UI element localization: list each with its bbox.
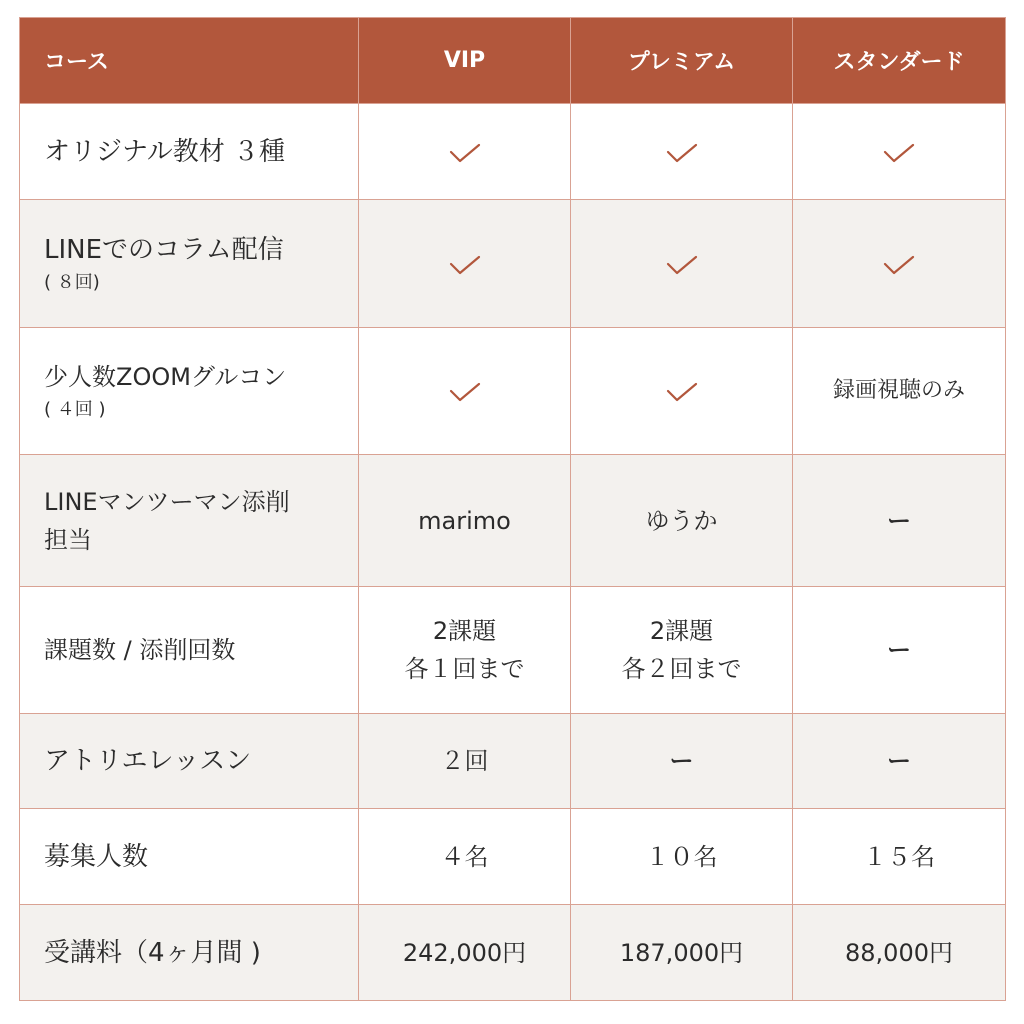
row-label-main: 少人数ZOOMグルコン	[44, 363, 287, 391]
row-assignments	[20, 587, 1006, 714]
check-icon	[665, 141, 699, 165]
row-label: オリジナル教材 ３種	[20, 104, 359, 200]
row-label: 課題数 / 添削回数	[20, 587, 359, 714]
cell-premium	[571, 587, 793, 714]
cell-premium: １０名	[571, 809, 793, 905]
cell-standard	[793, 104, 1006, 200]
check-icon	[665, 253, 699, 277]
row-label-line2: 担当	[44, 525, 92, 554]
check-icon	[448, 253, 482, 277]
row-zoom	[20, 328, 1006, 455]
row-line-mentor	[20, 455, 1006, 587]
check-icon	[448, 141, 482, 165]
cell-premium-line2: 各２回まで	[621, 655, 742, 683]
row-label	[20, 200, 359, 328]
cell-premium-line1: 2課題	[649, 617, 714, 645]
row-label-line1: LINEマンツーマン添削	[44, 487, 290, 516]
cell-standard: ー	[793, 587, 1006, 714]
cell-premium: ー	[571, 714, 793, 809]
course-comparison-table	[19, 17, 1006, 1001]
row-label: アトリエレッスン	[20, 714, 359, 809]
row-atelier	[20, 714, 1006, 809]
cell-vip: ４名	[359, 809, 571, 905]
row-label-sub: ( ８回)	[44, 271, 100, 293]
check-icon	[882, 141, 916, 165]
cell-vip	[359, 328, 571, 455]
row-label-sub: ( ４回 )	[44, 399, 106, 420]
cell-standard: 録画視聴のみ	[793, 328, 1006, 455]
cell-premium: 187,000円	[571, 905, 793, 1001]
row-line-column	[20, 200, 1006, 328]
cell-premium	[571, 104, 793, 200]
row-label	[20, 328, 359, 455]
cell-vip	[359, 104, 571, 200]
check-icon	[882, 253, 916, 277]
cell-standard: ー	[793, 455, 1006, 587]
header-premium: プレミアム	[571, 18, 793, 104]
cell-premium: ゆうか	[571, 455, 793, 587]
cell-vip: ２回	[359, 714, 571, 809]
cell-vip: marimo	[359, 455, 571, 587]
cell-vip	[359, 200, 571, 328]
cell-standard: １５名	[793, 809, 1006, 905]
cell-premium	[571, 328, 793, 455]
cell-standard: 88,000円	[793, 905, 1006, 1001]
cell-vip-line2: 各１回まで	[404, 655, 525, 683]
cell-premium	[571, 200, 793, 328]
cell-vip	[359, 587, 571, 714]
cell-vip: 242,000円	[359, 905, 571, 1001]
table-header-row	[20, 18, 1006, 104]
row-label-main: LINEでのコラム配信	[44, 234, 284, 265]
check-icon	[448, 380, 482, 404]
cell-vip-line1: 2課題	[432, 617, 497, 645]
header-standard: スタンダード	[793, 18, 1006, 104]
header-vip: VIP	[359, 18, 571, 104]
row-materials	[20, 104, 1006, 200]
header-course: コース	[20, 18, 359, 104]
cell-standard: ー	[793, 714, 1006, 809]
cell-standard	[793, 200, 1006, 328]
row-capacity	[20, 809, 1006, 905]
row-label: 受講料（4ヶ月間 )	[20, 905, 359, 1001]
row-label	[20, 455, 359, 587]
row-fee	[20, 905, 1006, 1001]
row-label: 募集人数	[20, 809, 359, 905]
check-icon	[665, 380, 699, 404]
